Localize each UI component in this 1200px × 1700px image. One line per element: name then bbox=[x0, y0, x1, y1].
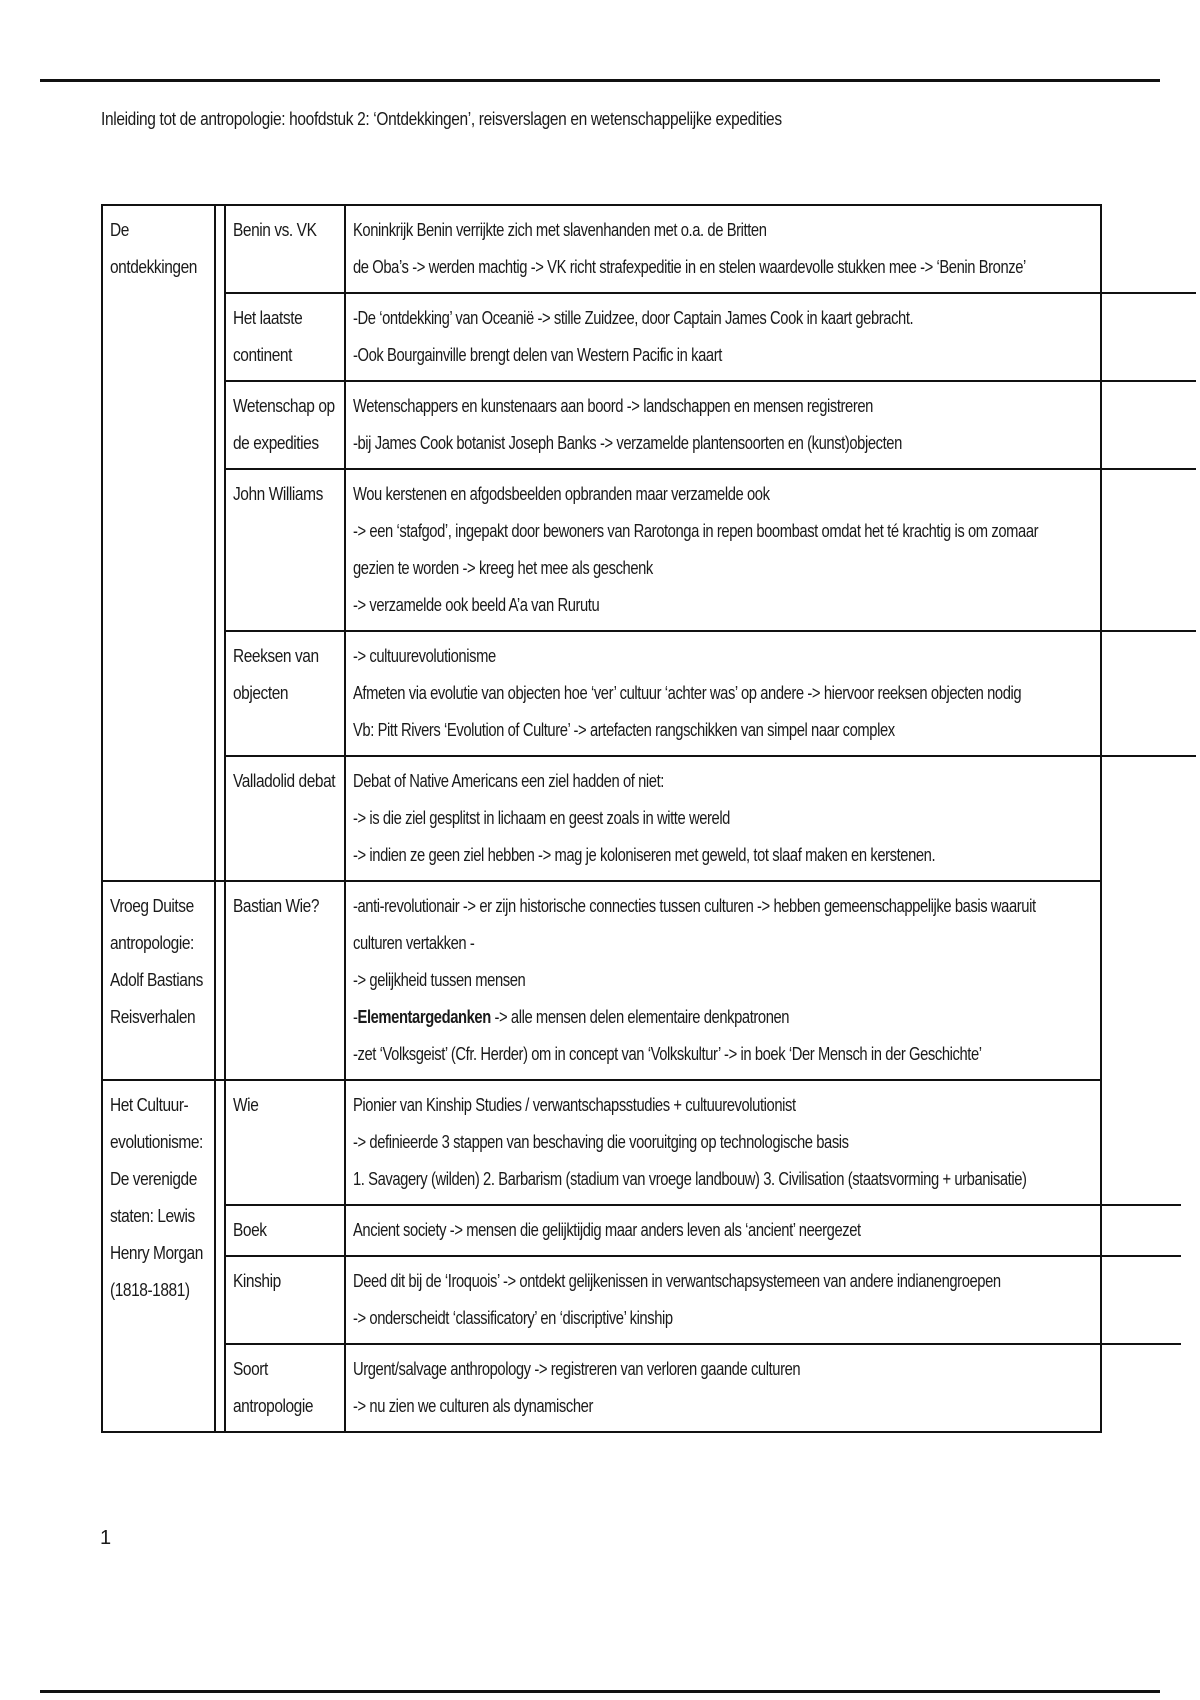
document-title: Inleiding tot de antropologie: hoofdstuk 2: ‘Ontdekkingen’, reisverslagen en wetenschappelijke expedities bbox=[101, 109, 782, 129]
row-label-line: Wetenschap op bbox=[233, 396, 335, 416]
table-row bbox=[226, 1081, 1181, 1206]
row-content bbox=[346, 294, 1196, 380]
row-label-line: Boek bbox=[233, 1220, 267, 1240]
row-content bbox=[346, 1257, 1181, 1343]
row-label-line: Reeksen van bbox=[233, 646, 319, 666]
table-row bbox=[226, 1257, 1181, 1345]
emphasis-rest: -> alle mensen delen elementaire denkpatronen bbox=[490, 1007, 790, 1027]
content-line: -bij James Cook botanist Joseph Banks -> verzamelde plantensoorten en (kunst)objecten bbox=[353, 433, 902, 453]
content-line: Afmeten via evolutie van objecten hoe ‘ver’ cultuur ‘achter was’ op andere -> hiervoor reeksen objecten nodig bbox=[353, 683, 1022, 703]
row-label bbox=[226, 206, 346, 292]
column-gap bbox=[216, 882, 224, 1079]
content-line: -> verzamelde ook beeld A’a van Rurutu bbox=[353, 595, 600, 615]
content-line: Wetenschappers en kunstenaars aan boord -> landschappen en mensen registreren bbox=[353, 396, 873, 416]
row-label-line: antropologie bbox=[233, 1396, 314, 1416]
content-line: -> nu zien we culturen als dynamischer bbox=[353, 1396, 593, 1416]
content-line: -> gelijkheid tussen mensen bbox=[353, 970, 526, 990]
row-label-line: Kinship bbox=[233, 1271, 281, 1291]
page-number: 1 bbox=[100, 1527, 112, 1549]
section-label-line: ontdekkingen bbox=[110, 257, 197, 277]
table-row bbox=[226, 1206, 1181, 1257]
row-label bbox=[226, 1257, 346, 1343]
section-label-line: Reisverhalen bbox=[110, 1007, 196, 1027]
row-content bbox=[346, 1345, 1181, 1431]
content-line: gezien te worden -> kreeg het mee als geschenk bbox=[353, 558, 653, 578]
section-label-line: De bbox=[110, 220, 129, 240]
row-label-line: Bastian Wie? bbox=[233, 896, 320, 916]
section-label bbox=[103, 206, 216, 880]
content-line: -> indien ze geen ziel hebben -> mag je koloniseren met geweld, tot slaaf maken en kerstenen. bbox=[353, 845, 936, 865]
content-line: -> onderscheidt ‘classificatory’ en ‘discriptive’ kinship bbox=[353, 1308, 673, 1328]
table-row bbox=[226, 294, 1196, 382]
content-line: 1. Savagery (wilden) 2. Barbarism (stadium van vroege landbouw) 3. Civilisation (staatsvorming + urbanisatie) bbox=[353, 1169, 1027, 1189]
content-line: Pionier van Kinship Studies / verwantschapsstudies + cultuurevolutionist bbox=[353, 1095, 796, 1115]
section-rows bbox=[224, 1081, 1181, 1431]
section-label-line: De verenigde bbox=[110, 1169, 197, 1189]
section-label bbox=[103, 1081, 216, 1431]
row-label bbox=[226, 470, 346, 630]
content-line: Deed dit bij de ‘Iroquois’ -> ontdekt gelijkenissen in verwantschapsystemeen van andere indianengroepen bbox=[353, 1271, 1001, 1291]
table-row bbox=[226, 757, 1196, 880]
column-gap bbox=[216, 1081, 224, 1431]
row-label-line: objecten bbox=[233, 683, 289, 703]
section-label-line: antropologie: bbox=[110, 933, 194, 953]
notes-table bbox=[101, 204, 1102, 1433]
content-line: -anti-revolutionair -> er zijn historische connecties tussen culturen -> hebben gemeenschappelijke basis waaruit bbox=[353, 896, 1036, 916]
section-label-line: Vroeg Duitse bbox=[110, 896, 194, 916]
section-rows bbox=[224, 206, 1196, 880]
row-label bbox=[226, 1081, 346, 1204]
content-line: culturen vertakken - bbox=[353, 933, 475, 953]
row-content bbox=[346, 470, 1196, 630]
column-gap bbox=[216, 206, 224, 880]
row-label bbox=[226, 1206, 346, 1255]
header-rule bbox=[40, 79, 1160, 82]
table-row bbox=[226, 1345, 1181, 1431]
table-row bbox=[226, 882, 1192, 1079]
row-label-line: de expedities bbox=[233, 433, 319, 453]
section-label-line: Adolf Bastians bbox=[110, 970, 203, 990]
row-content bbox=[346, 206, 1196, 292]
content-line: -De ‘ontdekking’ van Oceanië -> stille Zuidzee, door Captain James Cook in kaart gebracht. bbox=[353, 308, 914, 328]
section-label-line: staten: Lewis bbox=[110, 1206, 195, 1226]
section-label-line: evolutionisme: bbox=[110, 1132, 203, 1152]
row-content bbox=[346, 382, 1196, 468]
row-label bbox=[226, 882, 346, 1079]
table-section bbox=[103, 1079, 1100, 1431]
table-row bbox=[226, 470, 1196, 632]
content-line: Debat of Native Americans een ziel hadden of niet: bbox=[353, 771, 664, 791]
table-row bbox=[226, 206, 1196, 294]
section-label-line: Henry Morgan bbox=[110, 1243, 203, 1263]
table-section bbox=[103, 880, 1100, 1079]
emphasis-term: Elementargedanken bbox=[357, 1007, 491, 1027]
row-label-line: John Williams bbox=[233, 484, 323, 504]
footer-rule bbox=[40, 1690, 1160, 1693]
row-label bbox=[226, 294, 346, 380]
table-row bbox=[226, 382, 1196, 470]
row-label-line: continent bbox=[233, 345, 292, 365]
row-label-line: Soort bbox=[233, 1359, 268, 1379]
row-content bbox=[346, 882, 1192, 1079]
content-line: -> cultuurevolutionisme bbox=[353, 646, 496, 666]
row-label-line: Valladolid debat bbox=[233, 771, 336, 791]
row-content bbox=[346, 1081, 1181, 1204]
content-line: Koninkrijk Benin verrijkte zich met slavenhanden met o.a. de Britten bbox=[353, 220, 767, 240]
row-content bbox=[346, 757, 1196, 880]
section-rows bbox=[224, 882, 1192, 1079]
row-content bbox=[346, 1206, 1181, 1255]
section-label-line: Het Cultuur- bbox=[110, 1095, 189, 1115]
section-label-line: (1818-1881) bbox=[110, 1280, 190, 1300]
content-line: -> is die ziel gesplitst in lichaam en geest zoals in witte wereld bbox=[353, 808, 730, 828]
row-content bbox=[346, 632, 1196, 755]
row-label bbox=[226, 757, 346, 880]
content-line: Ancient society -> mensen die gelijktijdig maar anders leven als ‘ancient’ neergezet bbox=[353, 1220, 861, 1240]
row-label bbox=[226, 632, 346, 755]
content-line: de Oba’s -> werden machtig -> VK richt strafexpeditie in en stelen waardevolle stukken mee -> ‘Benin Bronze’ bbox=[353, 257, 1026, 277]
content-line: Urgent/salvage anthropology -> registreren van verloren gaande culturen bbox=[353, 1359, 801, 1379]
row-label-line: Benin vs. VK bbox=[233, 220, 317, 240]
table-section bbox=[103, 206, 1100, 880]
content-line-emphasis bbox=[353, 999, 1036, 1036]
content-line: Vb: Pitt Rivers ‘Evolution of Culture’ -> artefacten rangschikken van simpel naar complex bbox=[353, 720, 895, 740]
row-label-line: Wie bbox=[233, 1095, 259, 1115]
table-row bbox=[226, 632, 1196, 757]
row-label-line: Het laatste bbox=[233, 308, 303, 328]
content-line: Wou kerstenen en afgodsbeelden opbranden maar verzamelde ook bbox=[353, 484, 770, 504]
emphasis-prefix: - bbox=[353, 1007, 358, 1027]
row-label bbox=[226, 382, 346, 468]
content-line: -zet ‘Volksgeist’ (Cfr. Herder) om in concept van ‘Volkskultur’ -> in boek ‘Der Mensch in der Geschichte’ bbox=[353, 1044, 982, 1064]
row-label bbox=[226, 1345, 346, 1431]
content-line: -Ook Bourgainville brengt delen van Western Pacific in kaart bbox=[353, 345, 722, 365]
section-label bbox=[103, 882, 216, 1079]
content-line: -> een ‘stafgod’, ingepakt door bewoners van Rarotonga in repen boombast omdat het té krachtig is om zomaar bbox=[353, 521, 1039, 541]
content-line: -> definieerde 3 stappen van beschaving die vooruitging op technologische basis bbox=[353, 1132, 849, 1152]
